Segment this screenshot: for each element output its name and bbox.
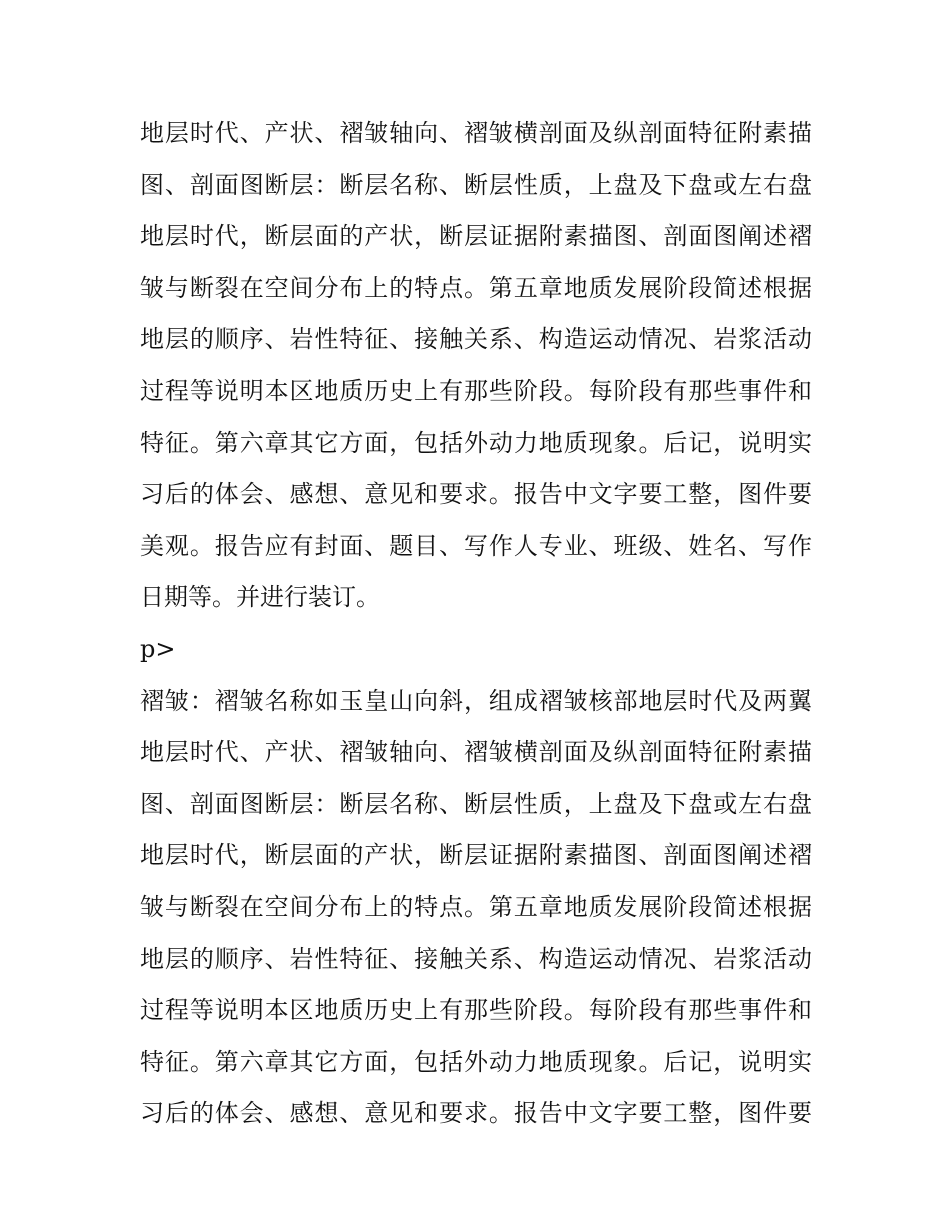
text-line: 特征。第六章其它方面，包括外动力地质现象。后记，说明实: [140, 1047, 812, 1076]
text-line: 地层的顺序、岩性特征、接触关系、构造运动情况、岩浆活动: [140, 325, 812, 354]
stray-markup-text: p>: [140, 634, 176, 663]
text-line-paragraph-end: 日期等。并进行装订。: [140, 583, 380, 612]
text-line: 皱与断裂在空间分布上的特点。第五章地质发展阶段简述根据: [140, 273, 812, 302]
text-line: 图、剖面图断层：断层名称、断层性质，上盘及下盘或左右盘: [140, 170, 812, 199]
text-line: 过程等说明本区地质历史上有那些阶段。每阶段有那些事件和: [140, 996, 812, 1025]
text-line: 地层时代，断层面的产状，断层证据附素描图、剖面图阐述褶: [140, 222, 812, 251]
text-line: 地层时代，断层面的产状，断层证据附素描图、剖面图阐述褶: [140, 841, 812, 870]
text-line: 习后的体会、感想、意见和要求。报告中文字要工整，图件要: [140, 480, 812, 509]
text-line: 地层时代、产状、褶皱轴向、褶皱横剖面及纵剖面特征附素描: [140, 738, 812, 767]
text-line: 皱与断裂在空间分布上的特点。第五章地质发展阶段简述根据: [140, 892, 812, 921]
text-line: 地层的顺序、岩性特征、接触关系、构造运动情况、岩浆活动: [140, 944, 812, 973]
text-line: 过程等说明本区地质历史上有那些阶段。每阶段有那些事件和: [140, 376, 812, 405]
text-line: 地层时代、产状、褶皱轴向、褶皱横剖面及纵剖面特征附素描: [140, 119, 812, 147]
text-line: 褶皱：褶皱名称如玉皇山向斜，组成褶皱核部地层时代及两翼: [140, 686, 812, 715]
text-line: 图、剖面图断层：断层名称、断层性质，上盘及下盘或左右盘: [140, 789, 812, 818]
text-line: 特征。第六章其它方面，包括外动力地质现象。后记，说明实: [140, 428, 812, 457]
body-text: [140, 108, 812, 1140]
text-line: 习后的体会、感想、意见和要求。报告中文字要工整，图件要: [140, 1099, 812, 1128]
text-line: 美观。报告应有封面、题目、写作人专业、班级、姓名、写作: [140, 531, 812, 560]
